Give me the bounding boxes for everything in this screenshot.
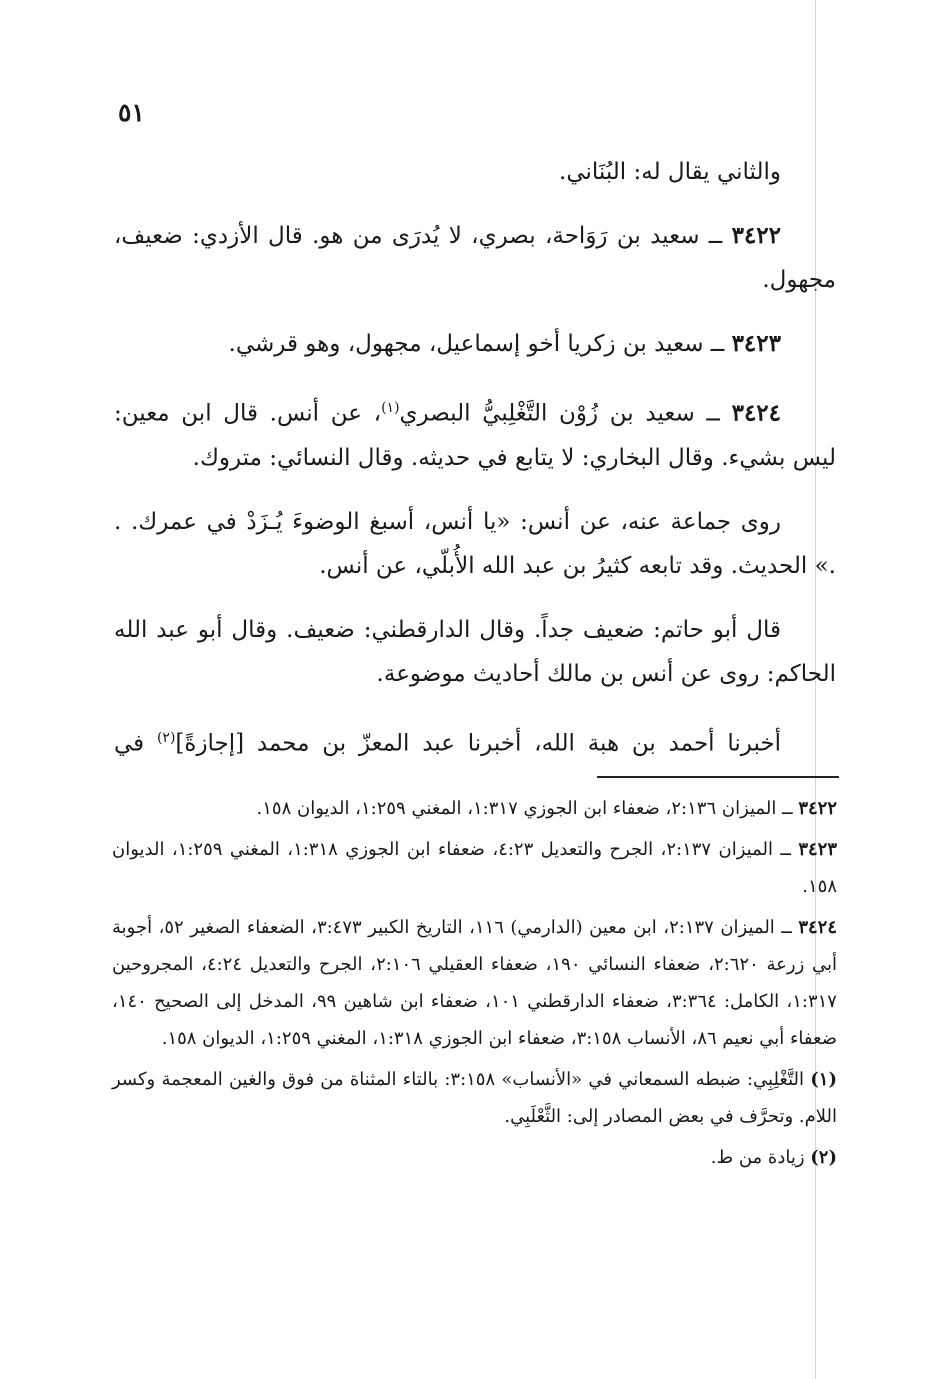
entry-3423 xyxy=(114,322,836,366)
entry-text: ــ سعيد بن رَوَاحة، بصري، لا يُدرَى من هو. قال الأزدي: ضعيف، مجهول. xyxy=(114,223,836,293)
paragraph-text: أخبرنا أحمد بن هبة الله، أخبرنا عبد المعزّ بن محمد [إجازةً] xyxy=(175,730,781,757)
footnote-3424 xyxy=(112,909,837,1057)
paragraph-text-end: في xyxy=(114,730,157,757)
footnote-ref-2[interactable]: (٢) xyxy=(156,729,176,746)
entry-3422 xyxy=(114,214,836,302)
paragraph-text: والثاني يقال له: البُنَاني. xyxy=(559,159,781,185)
footnote-1 xyxy=(112,1061,837,1135)
page-number: ٥١ xyxy=(118,98,145,127)
footnote-separator xyxy=(597,776,839,778)
entry-3424 xyxy=(114,386,836,480)
entry-number: ٣٤٢٤ xyxy=(731,399,782,427)
footnotes-section xyxy=(112,790,837,1180)
entry-number: ٣٤٢٣ xyxy=(731,330,781,357)
footnote-number: ٣٤٢٣ xyxy=(798,839,838,860)
footnote-number: (١) xyxy=(810,1069,837,1090)
footnote-text: ــ الميزان ٢:١٣٧، الجرح والتعديل ٤:٢٣، ضعفاء ابن الجوزي ١:٣١٨، المغني ١:٢٥٩، الديوان ١٥٨. xyxy=(112,839,837,897)
entry-text-continued: ، عن أنس. قال ابن معين: ليس بشيء. وقال البخاري: لا يتابع في حديثه. وقال النسائي: متروك. xyxy=(114,400,836,471)
footnote-text: زيادة من ط. xyxy=(710,1147,805,1168)
footnote-2 xyxy=(112,1139,837,1176)
footnote-3422 xyxy=(112,790,837,827)
footnote-number: ٣٤٢٢ xyxy=(798,798,837,819)
paragraph-isnad xyxy=(114,716,836,766)
entry-text: ــ سعيد بن زُوْن التَّغْلِبيُّ البصري xyxy=(399,400,720,427)
footnote-text: ــ الميزان ٢:١٣٧، ابن معين (الدارمي) ١١٦، التاريخ الكبير ٣:٤٧٣، الضعفاء الصغير ٥٢، أجوبة أبي زرعة ٢:٦٢٠، ضعفاء النسائي ١٩٠، ضعفاء العقيلي ٢:١٠٦، الجرح والتعديل ٤:٢٤، المجروحين ١:٣١٧، الكامل: ٣:٣٦٤، ضعفاء الدارقطني ١٠١، ضعفاء ابن شاهين ٩٩، المدخل إلى الصحيح ١٤٠، ضعفاء أبي نعيم ٨٦، الأنساب ٣:١٥٨، ضعفاء ابن الجوزي ١:٣١٨، المغني ١:٢٥٩، الديوان ١٥٨. xyxy=(112,917,838,1049)
entry-text: ــ سعيد بن زكريا أخو إسماعيل، مجهول، وهو قرشي. xyxy=(228,331,725,357)
paragraph-text: روى جماعة عنه، عن أنس: «يا أنس، أسبغ الوضوءَ يُـزَدْ في عمرك. . .» الحديث. وقد تابعه كثيرُ بن عبد الله الأُبلّي، عن أنس. xyxy=(114,508,836,579)
paragraph-text: قال أبو حاتم: ضعيف جداً. وقال الدارقطني: ضعيف. وقال أبو عبد الله الحاكم: روى عن أنس بن مالك أحاديث موضوعة. xyxy=(114,616,836,687)
footnote-3423 xyxy=(112,831,837,905)
paragraph-intro xyxy=(114,150,836,194)
entry-number: ٣٤٢٢ xyxy=(731,222,782,249)
paragraph-hadith xyxy=(114,500,836,588)
footnote-ref-1[interactable]: (١) xyxy=(381,400,400,416)
main-text xyxy=(114,150,836,785)
paragraph-opinions xyxy=(114,608,836,696)
footnote-number: ٣٤٢٤ xyxy=(798,917,837,938)
footnote-number: (٢) xyxy=(810,1147,837,1168)
footnote-text: ــ الميزان ٢:١٣٦، ضعفاء ابن الجوزي ١:٣١٧، المغني ١:٢٥٩، الديوان ١٥٨. xyxy=(256,798,793,819)
footnote-text: التَّغْلِبِي: ضبطه السمعاني في «الأنساب» ٣:١٥٨: بالتاء المثناة من فوق والغين المعجمة وكسر اللام. وتحرَّف في بعض المصادر إلى: الثَّعْلَبِي. xyxy=(112,1069,837,1127)
